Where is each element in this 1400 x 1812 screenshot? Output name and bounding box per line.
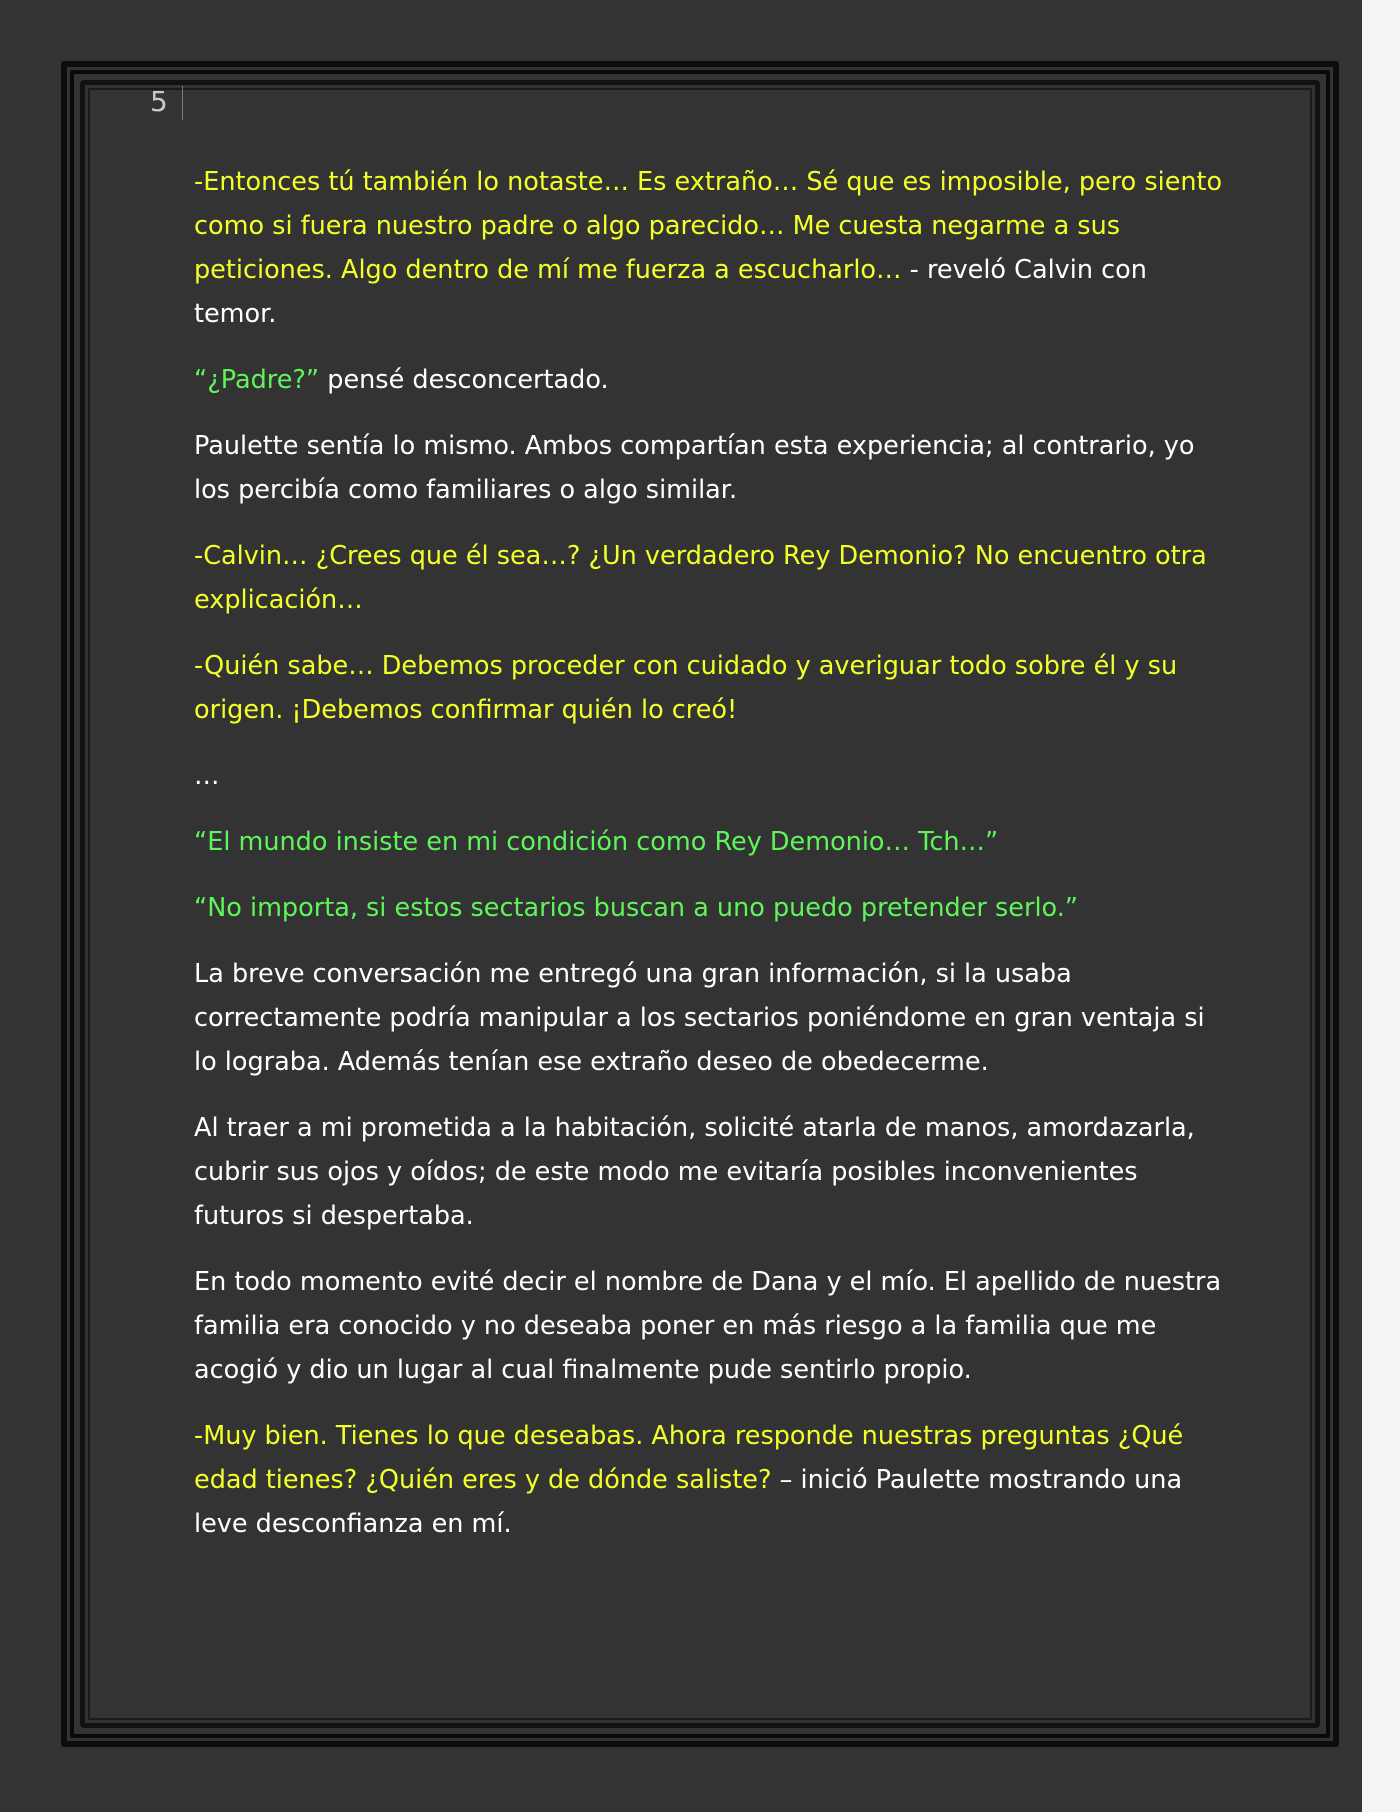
narration-text: cubrir sus ojos y oídos; de este modo me evitaría posibles inconvenientes [194,1157,1138,1187]
narration-text: pensé desconcertado. [319,365,609,395]
narration-text: los percibía como familiares o algo similar. [194,475,738,505]
text-line [194,1150,1234,1194]
page-number-divider [182,86,183,120]
narration-text: Paulette sentía lo mismo. Ambos compartían esta experiencia; al contrario, yo [194,431,1195,461]
narration-text: Al traer a mi prometida a la habitación, solicité atarla de manos, amordazarla, [194,1113,1195,1143]
text-line [194,578,1234,622]
paragraph [194,424,1234,512]
text-line [194,1040,1234,1084]
text-line [194,534,1234,578]
text-line [194,1502,1234,1546]
dialogue-text: peticiones. Algo dentro de mí me fuerza a escucharlo… [194,255,902,285]
text-line [194,1414,1234,1458]
text-line [194,644,1234,688]
paragraph [194,754,1234,798]
text-line [194,1348,1234,1392]
paragraph [194,1106,1234,1238]
narration-text: correctamente podría manipular a los sectarios poniéndome en gran ventaja si [194,1003,1205,1033]
page-number: 5 [150,85,168,118]
paragraph [194,534,1234,622]
text-line [194,424,1234,468]
text-line [194,996,1234,1040]
dialogue-text: edad tienes? ¿Quién eres y de dónde saliste? [194,1465,772,1495]
text-line [194,688,1234,732]
text-line [194,820,1234,864]
dialogue-text: -Calvin… ¿Crees que él sea…? ¿Un verdadero Rey Demonio? No encuentro otra [194,541,1207,571]
text-line [194,1194,1234,1238]
dialogue-text: como si fuera nuestro padre o algo parecido… Me cuesta negarme a sus [194,211,1121,241]
narration-text: La breve conversación me entregó una gran información, si la usaba [194,959,1072,989]
narration-text: acogió y dio un lugar al cual finalmente pude sentirlo propio. [194,1355,972,1385]
narration-text: futuros si despertaba. [194,1201,474,1231]
narration-text: – inició Paulette mostrando una [771,1465,1183,1495]
text-line [194,886,1234,930]
paragraph [194,820,1234,864]
text-line [194,754,1234,798]
dialogue-text: -Entonces tú también lo notaste… Es extraño… Sé que es imposible, pero siento [194,167,1223,197]
narration-text: temor. [194,299,277,329]
dialogue-text: -Muy bien. Tienes lo que deseabas. Ahora responde nuestras preguntas ¿Qué [194,1421,1184,1451]
narration-text: familia era conocido y no deseaba poner en más riesgo a la familia que me [194,1311,1157,1341]
text-line [194,1106,1234,1150]
text-line [194,292,1234,336]
narration-text: - reveló Calvin con [901,255,1147,285]
story-text [194,160,1234,1568]
text-line [194,1304,1234,1348]
dialogue-text: explicación… [194,585,363,615]
dialogue-text: -Quién sabe… Debemos proceder con cuidado y averiguar todo sobre él y su [194,651,1178,681]
narration-text: leve desconfianza en mí. [194,1509,512,1539]
text-line [194,248,1234,292]
paragraph [194,358,1234,402]
paragraph [194,952,1234,1084]
dialogue-text: origen. ¡Debemos confirmar quién lo creó! [194,695,738,725]
text-line [194,468,1234,512]
thought-text: “El mundo insiste en mi condición como Rey Demonio… Tch…” [194,827,999,857]
narration-text: En todo momento evité decir el nombre de Dana y el mío. El apellido de nuestra [194,1267,1222,1297]
paragraph [194,886,1234,930]
narration-text: … [194,761,220,791]
text-line [194,1260,1234,1304]
text-line [194,204,1234,248]
thought-text: “¿Padre?” [194,365,320,395]
paragraph [194,644,1234,732]
thought-text: “No importa, si estos sectarios buscan a uno puedo pretender serlo.” [194,893,1079,923]
text-line [194,160,1234,204]
paragraph [194,1260,1234,1392]
paragraph [194,1414,1234,1546]
text-line [194,358,1234,402]
text-line [194,952,1234,996]
paragraph [194,160,1234,336]
narration-text: lo lograba. Además tenían ese extraño deseo de obedecerme. [194,1047,989,1077]
text-line [194,1458,1234,1502]
